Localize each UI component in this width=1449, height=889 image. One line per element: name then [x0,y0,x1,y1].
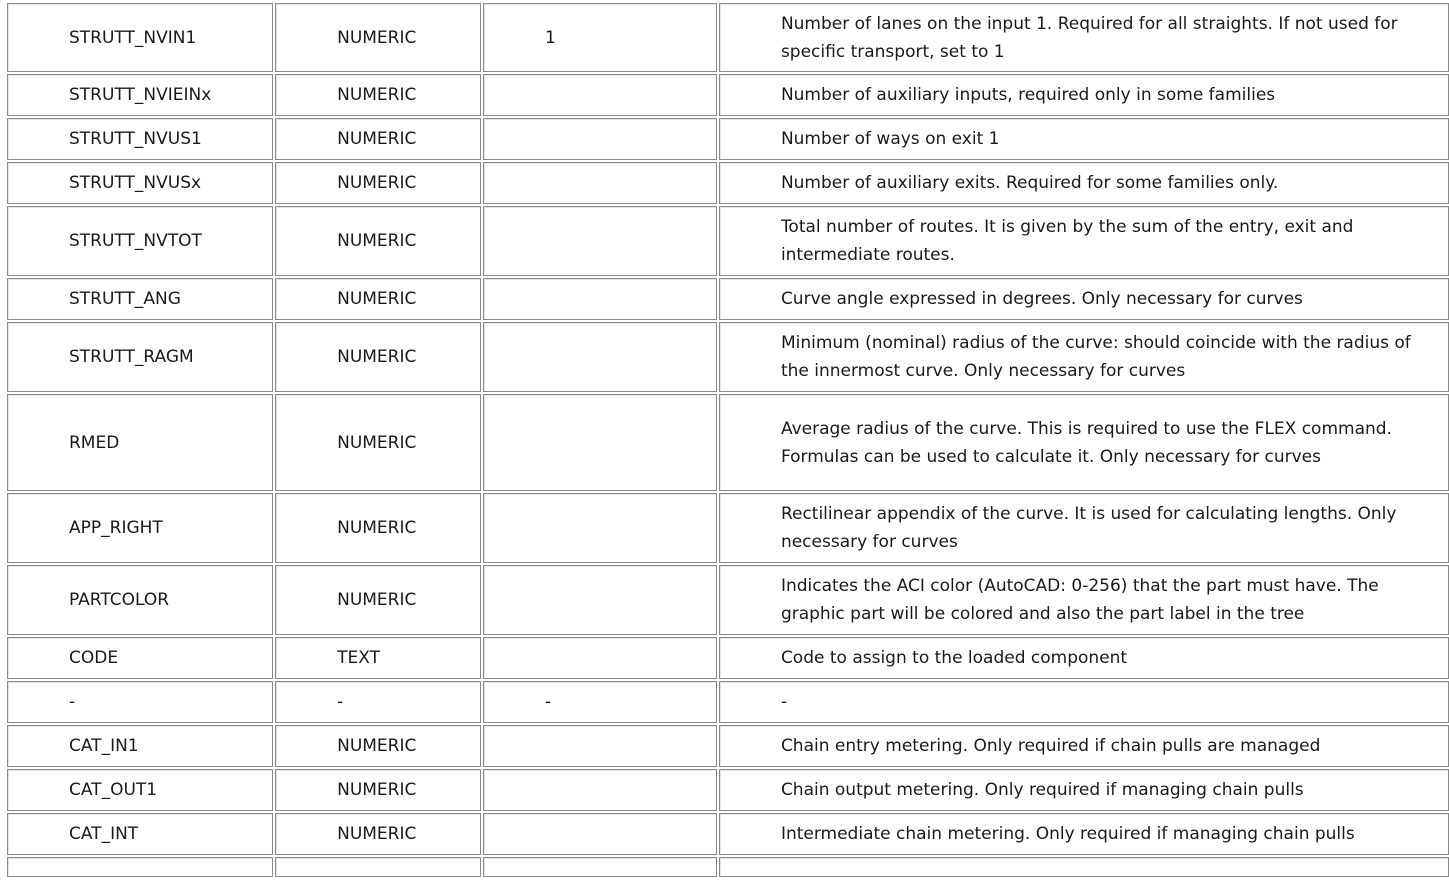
param-type-cell: NUMERIC [275,162,481,204]
param-type-cell: NUMERIC [275,118,481,160]
parameters-table [5,1,1449,879]
param-name-cell: STRUTT_ANG [7,278,273,320]
param-description-cell: Average radius of the curve. This is required to use the FLEX command. Formulas can be used to calculate it. Only necessary for curves [719,394,1449,491]
param-value-cell [483,565,717,635]
param-name-cell: - [7,681,273,723]
param-name-cell: STRUTT_NVIEINx [7,74,273,116]
param-description-cell: Rectilinear appendix of the curve. It is used for calculating lengths. Only necessary for curves [719,493,1449,563]
parameters-table-body [7,3,1449,877]
param-description-cell: Number of auxiliary exits. Required for some families only. [719,162,1449,204]
param-description-cell: Intermediate chain metering. Only required if managing chain pulls [719,813,1449,855]
param-type-cell: NUMERIC [275,725,481,767]
table-row [7,769,1449,811]
param-value-cell [483,493,717,563]
param-description-cell [719,857,1449,877]
param-type-cell: NUMERIC [275,74,481,116]
param-description-cell: Code to assign to the loaded component [719,637,1449,679]
param-value-cell [483,725,717,767]
table-row [7,394,1449,491]
param-value-cell [483,162,717,204]
param-value-cell: - [483,681,717,723]
param-name-cell: CAT_INT [7,813,273,855]
table-row [7,322,1449,392]
param-name-cell: STRUTT_NVTOT [7,206,273,276]
param-type-cell: NUMERIC [275,769,481,811]
param-name-cell: CODE [7,637,273,679]
param-value-cell [483,813,717,855]
table-row [7,637,1449,679]
param-type-cell: NUMERIC [275,394,481,491]
table-row [7,278,1449,320]
table-row [7,3,1449,72]
param-description-cell: Indicates the ACI color (AutoCAD: 0-256) that the part must have. The graphic part will be colored and also the part label in the tree [719,565,1449,635]
param-name-cell: RMED [7,394,273,491]
param-type-cell [275,857,481,877]
param-type-cell: - [275,681,481,723]
param-type-cell: NUMERIC [275,322,481,392]
param-type-cell: NUMERIC [275,493,481,563]
table-row [7,118,1449,160]
param-name-cell [7,857,273,877]
param-value-cell [483,322,717,392]
param-value-cell [483,769,717,811]
param-description-cell: Number of lanes on the input 1. Required for all straights. If not used for specific transport, set to 1 [719,3,1449,72]
param-value-cell [483,394,717,491]
table-row [7,681,1449,723]
param-name-cell: STRUTT_NVUS1 [7,118,273,160]
param-description-cell: Curve angle expressed in degrees. Only necessary for curves [719,278,1449,320]
param-value-cell [483,278,717,320]
param-type-cell: NUMERIC [275,206,481,276]
param-description-cell: Number of auxiliary inputs, required only in some families [719,74,1449,116]
param-description-cell: Number of ways on exit 1 [719,118,1449,160]
param-value-cell [483,206,717,276]
param-name-cell: STRUTT_NVIN1 [7,3,273,72]
param-value-cell [483,74,717,116]
param-description-cell: Minimum (nominal) radius of the curve: should coincide with the radius of the innermost curve. Only necessary for curves [719,322,1449,392]
param-type-cell: NUMERIC [275,813,481,855]
param-value-cell [483,857,717,877]
param-name-cell: STRUTT_NVUSx [7,162,273,204]
param-name-cell: STRUTT_RAGM [7,322,273,392]
param-type-cell: NUMERIC [275,278,481,320]
param-name-cell: PARTCOLOR [7,565,273,635]
param-description-cell: Total number of routes. It is given by the sum of the entry, exit and intermediate routes. [719,206,1449,276]
param-name-cell: CAT_IN1 [7,725,273,767]
table-row [7,162,1449,204]
param-type-cell: NUMERIC [275,565,481,635]
param-description-cell: Chain output metering. Only required if managing chain pulls [719,769,1449,811]
table-row [7,725,1449,767]
param-name-cell: CAT_OUT1 [7,769,273,811]
param-type-cell: NUMERIC [275,3,481,72]
param-description-cell: - [719,681,1449,723]
param-name-cell: APP_RIGHT [7,493,273,563]
table-row [7,813,1449,855]
table-row [7,206,1449,276]
param-value-cell [483,118,717,160]
param-value-cell: 1 [483,3,717,72]
table-row [7,857,1449,877]
param-type-cell: TEXT [275,637,481,679]
table-row [7,493,1449,563]
param-description-cell: Chain entry metering. Only required if chain pulls are managed [719,725,1449,767]
table-row [7,74,1449,116]
table-row [7,565,1449,635]
param-value-cell [483,637,717,679]
